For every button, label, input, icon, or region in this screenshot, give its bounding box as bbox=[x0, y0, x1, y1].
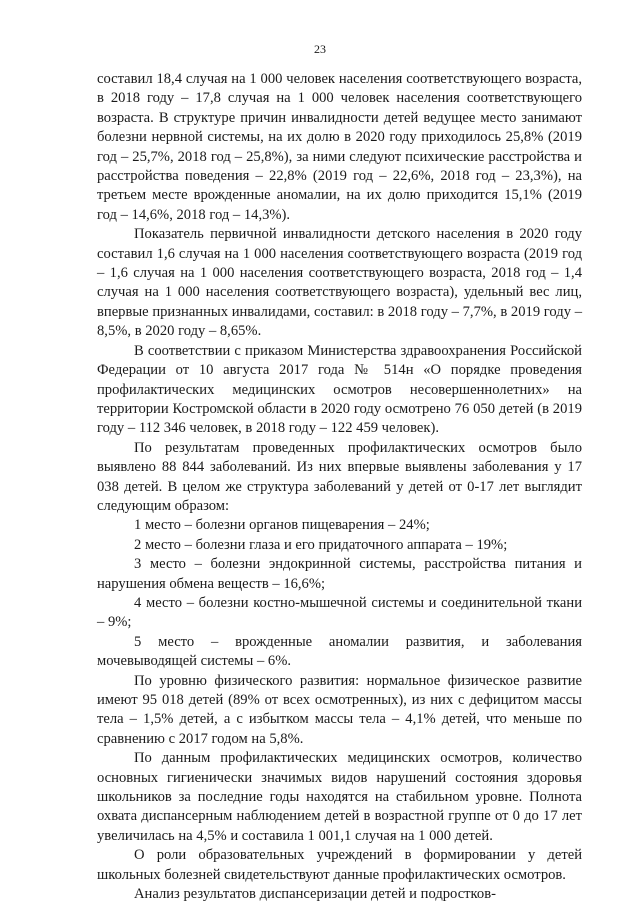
page-number: 23 bbox=[314, 42, 326, 56]
paragraph-disability-rate-continued: составил 18,4 случая на 1 000 человек населения соответствующего возраста, в 2018 году – 17,8 случая на 1 000 человек населения соответствующего возраста. В структуре причин инвалидности детей ведущее место занимают болезни нервной системы, на их долю в 2020 году приходилось 25,8% (2019 год – 25,7%, 2018 год – 25,8%), за ними следуют психические расстройства и расстройства поведения – 22,8% (2019 год – 22,6%, 2018 год – 23,3%), на третьем месте врожденные аномалии, на их долю приходится 15,1% (2019 год – 14,6%, 2018 год – 14,3%). bbox=[97, 71, 582, 223]
paragraph-physical-development: По уровню физического развития: нормальное физическое развитие имеют 95 018 детей (89% от всех осмотренных), из них с дефицитом массы тела – 1,5% детей, а с избытком массы тела – 4,1% детей, что меньше по сравнению с 2017 годом на 5,8%. bbox=[97, 672, 582, 747]
paragraph-preventive-exams: В соответствии с приказом Министерства здравоохранения Российской Федерации от 10 августа 2017 года № 514н «О порядке проведения профилактических медицинских осмотров несовершеннолетних» на территории Костромской области в 2020 году осмотрено 76 050 детей (в 2019 году – 112 346 человек, в 2018 году – 122 459 человек). bbox=[97, 342, 582, 437]
list-item-place-4: 4 место – болезни костно-мышечной системы и соединительной ткани – 9%; bbox=[97, 594, 582, 631]
list-item-place-3: 3 место – болезни эндокринной системы, расстройства питания и нарушения обмена веществ – 16,6%; bbox=[97, 556, 582, 592]
body-text bbox=[97, 70, 582, 904]
list-item-place-5: 5 место – врожденные аномалии развития, и заболевания мочевыводящей системы – 6%. bbox=[97, 633, 582, 670]
paragraph-school-role: О роли образовательных учреждений в формировании у детей школьных болезней свидетельствуют данные профилактических осмотров. bbox=[97, 847, 582, 883]
paragraph-hygiene-disorders: По данным профилактических медицинских осмотров, количество основных гигиенически значимых видов нарушений состояния здоровья школьников за последние годы находятся на стабильном уровне. Полнота охвата диспансерным наблюдением детей в возрастной группе от 0 до 17 лет увеличилась на 4,5% и составила 1 001,1 случая на 1 000 детей. bbox=[97, 750, 582, 844]
paragraph-dispensary-analysis: Анализ результатов диспансеризации детей и подростков- bbox=[134, 886, 496, 903]
list-item-place-2: 2 место – болезни глаза и его придаточного аппарата – 19%; bbox=[134, 536, 508, 553]
paragraph-exam-results: По результатам проведенных профилактических осмотров было выявлено 88 844 заболеваний. Из них впервые выявлены заболевания у 17 038 детей. В целом же структура заболеваний у детей от 0-17 лет выглядит следующим образом: bbox=[97, 439, 582, 514]
list-item-place-1: 1 место – болезни органов пищеварения – 24%; bbox=[134, 517, 430, 534]
paragraph-primary-disability: Показатель первичной инвалидности детского населения в 2020 году составил 1,6 случая на 1 000 населения соответствующего возраста (2019 год – 1,6 случая на 1 000 населения соответствующего возраста, 2018 год – 1,4 случая на 1 000 населения соответствующего возраста), удельный вес лиц, впервые признанных инвалидами, составил: в 2018 году – 7,7%, в 2019 году – 8,5%, в 2020 году – 8,65%. bbox=[97, 226, 582, 340]
